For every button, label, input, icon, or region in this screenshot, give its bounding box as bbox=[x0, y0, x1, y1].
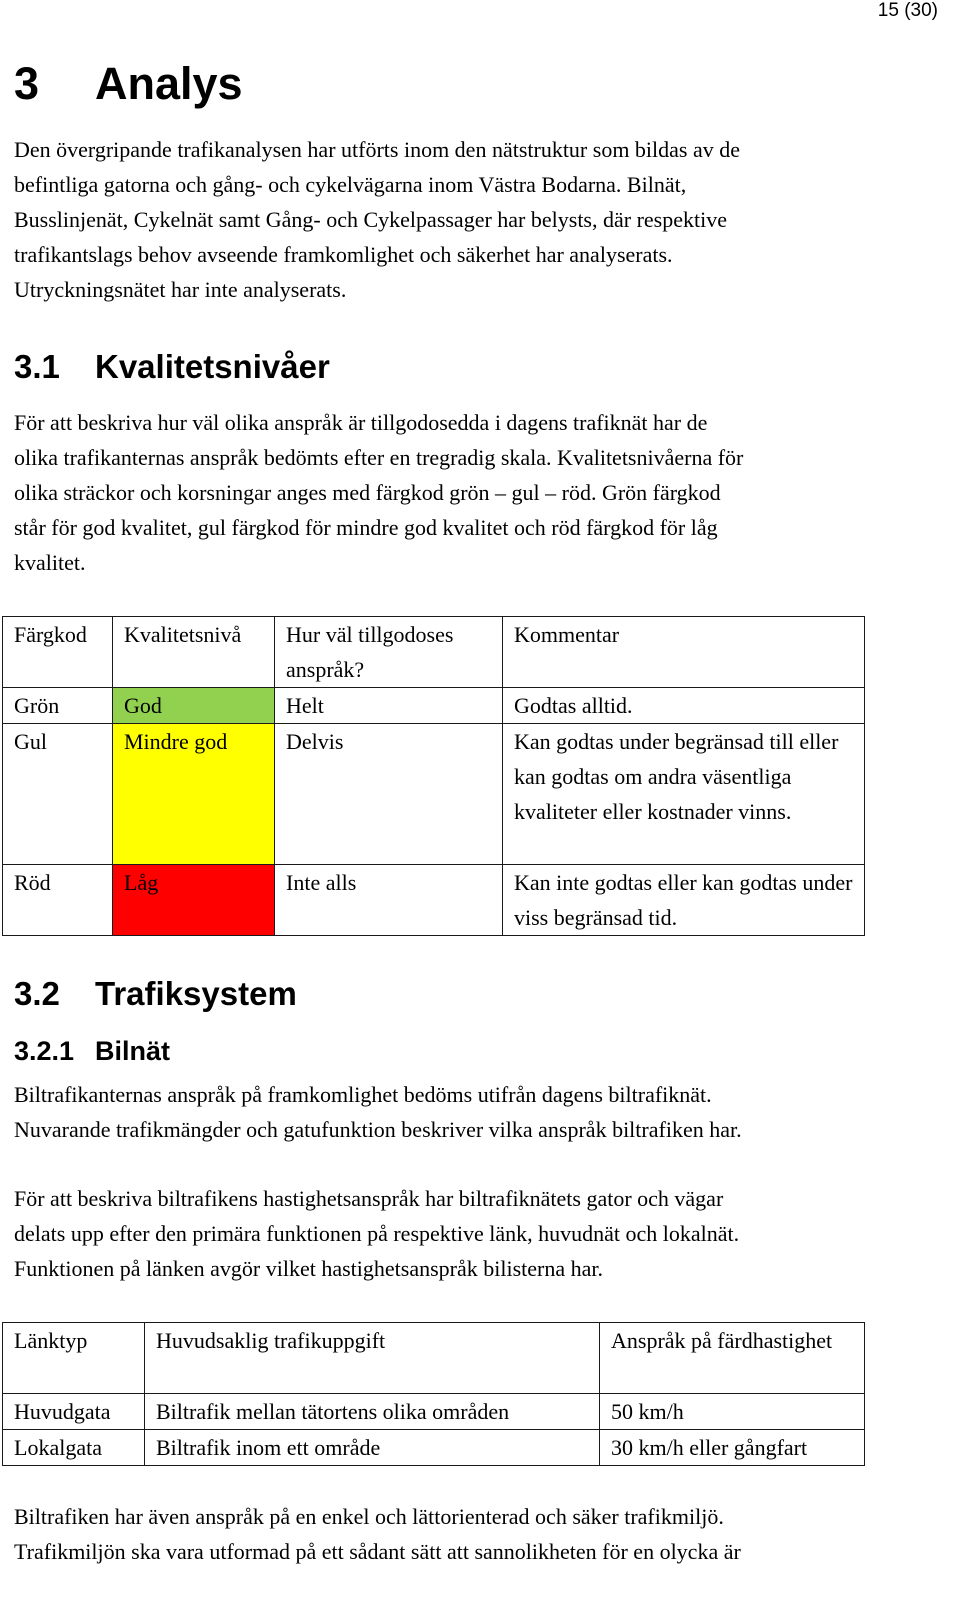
comment-cell: Kan inte godtas eller kan godtas under viss begränsad tid. bbox=[503, 865, 865, 936]
car-network-paragraph-1: Biltrafikanternas anspråk på framkomlighet bedöms utifrån dagens biltrafiknät. Nuvarande trafikmängder och gatufunktion beskriver vilka anspråk biltrafiken har. bbox=[14, 1082, 742, 1142]
quality-levels-paragraph: För att beskriva hur väl olika anspråk är tillgodosedda i dagens trafiknät har de olika trafikanternas anspråk bedömts efter en tregradig skala. Kvalitetsnivåerna för olika sträckor och korsningar anges med färgkod grön – gul – röd. Grön färgkod står för god kvalitet, gul färgkod för mindre god kvalitet och röd färgkod för låg kvalitet. bbox=[14, 410, 744, 575]
fulfilled-cell: Delvis bbox=[275, 724, 503, 865]
quality-level-cell: Låg bbox=[113, 865, 275, 936]
quality-level-table bbox=[2, 616, 865, 936]
quality-level-cell: Mindre god bbox=[113, 724, 275, 865]
table-cell: 30 km/h eller gångfart bbox=[600, 1430, 865, 1466]
section-title: Kvalitetsnivåer bbox=[95, 348, 330, 385]
section-title: Trafiksystem bbox=[95, 975, 297, 1012]
subsection-number: 3.2.1 bbox=[14, 1036, 75, 1066]
section-number: 3.2 bbox=[14, 975, 60, 1012]
header-cell: Kommentar bbox=[503, 617, 865, 688]
color-code-cell: Röd bbox=[3, 865, 113, 936]
car-network-paragraph-2: För att beskriva biltrafikens hastighetsanspråk har biltrafiknätets gator och vägar delats upp efter den primära funktionen på respektive länk, huvudnät och lokalnät. Funktionen på länken avgör vilket hastighetsanspråk bilisterna har. bbox=[14, 1186, 740, 1281]
table-cell: 50 km/h bbox=[600, 1394, 865, 1430]
page-number: 15 (30) bbox=[877, 0, 938, 21]
link-type-table bbox=[2, 1322, 865, 1466]
table-cell: Lokalgata bbox=[3, 1430, 145, 1466]
table-cell: Huvudgata bbox=[3, 1394, 145, 1430]
table-cell: Biltrafik mellan tätortens olika områden bbox=[145, 1394, 600, 1430]
table-row bbox=[3, 1394, 865, 1430]
chapter-title: Analys bbox=[95, 58, 243, 109]
color-code-cell: Grön bbox=[3, 688, 113, 724]
car-network-paragraph-3: Biltrafiken har även anspråk på en enkel och lättorienterad och säker trafikmiljö. Trafikmiljön ska vara utformad på ett sådant sätt att sannolikheten för en olycka är bbox=[14, 1504, 741, 1564]
table-row bbox=[3, 1430, 865, 1466]
subsection-title: Bilnät bbox=[95, 1036, 171, 1066]
header-cell: Anspråk på färdhastighet bbox=[600, 1323, 865, 1394]
header-cell: Färgkod bbox=[3, 617, 113, 688]
intro-paragraph: Den övergripande trafikanalysen har utförts inom den nätstruktur som bildas av de befintliga gatorna och gång- och cykelvägarna inom Västra Bodarna. Bilnät, Busslinjenät, Cykelnät samt Gång- och Cykelpassager har belysts, där respektive trafikantslags behov avseende framkomlighet och säkerhet har analyserats. Utryckningsnätet har inte analyserats. bbox=[14, 137, 741, 302]
color-code-cell: Gul bbox=[3, 724, 113, 865]
subsection-3-2-1-heading bbox=[14, 1034, 170, 1068]
fulfilled-cell: Helt bbox=[275, 688, 503, 724]
table-row bbox=[3, 688, 865, 724]
section-number: 3.1 bbox=[14, 348, 60, 385]
table-header-row bbox=[3, 617, 865, 688]
fulfilled-cell: Inte alls bbox=[275, 865, 503, 936]
chapter-number: 3 bbox=[14, 58, 40, 109]
section-3-1-heading bbox=[14, 346, 330, 388]
header-cell: Hur väl tillgodoses anspråk? bbox=[275, 617, 503, 688]
comment-cell: Kan godtas under begränsad till eller kan godtas om andra väsentliga kvaliteter eller kostnader vinns. bbox=[503, 724, 865, 865]
header-cell: Kvalitetsnivå bbox=[113, 617, 275, 688]
table-cell: Biltrafik inom ett område bbox=[145, 1430, 600, 1466]
quality-level-cell: God bbox=[113, 688, 275, 724]
table-header-row bbox=[3, 1323, 865, 1394]
table-row bbox=[3, 865, 865, 936]
section-3-2-heading bbox=[14, 973, 297, 1015]
header-cell: Länktyp bbox=[3, 1323, 145, 1394]
chapter-heading bbox=[14, 56, 243, 112]
table-row bbox=[3, 724, 865, 865]
header-cell: Huvudsaklig trafikuppgift bbox=[145, 1323, 600, 1394]
comment-cell: Godtas alltid. bbox=[503, 688, 865, 724]
